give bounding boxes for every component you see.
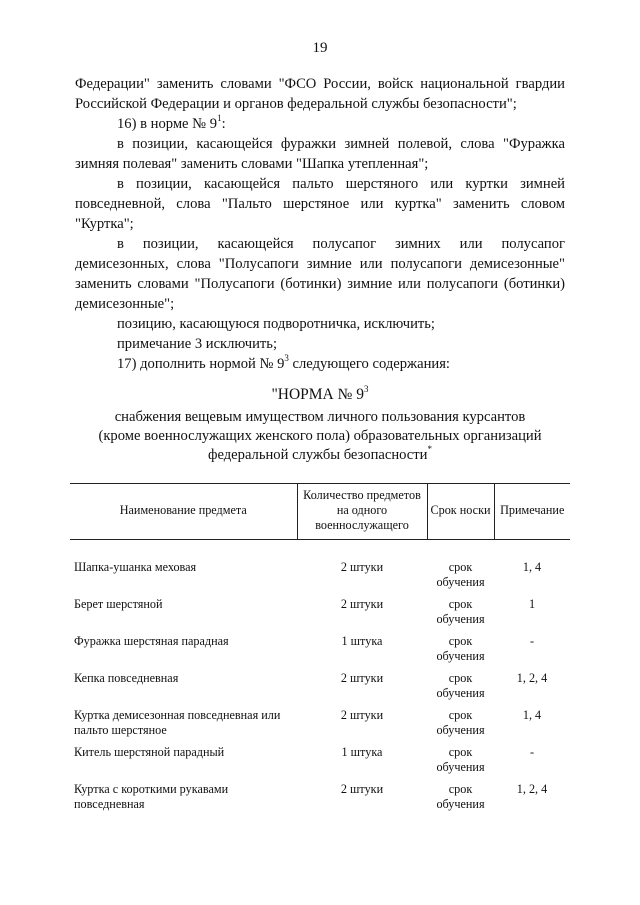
- item-name: Куртка демисезонная повседневная или пальто шерстяное: [74, 708, 281, 737]
- paragraph: позицию, касающуюся подворотничка, исключить;: [117, 316, 435, 332]
- paragraph: в позиции, касающейся полусапог зимних или полусапог демисезонных, слова "Полусапоги зимние или полусапоги демисезонные" заменить словами "Полусапоги (ботинки) зимние или полусапоги (ботинки) демисезонные";: [75, 236, 565, 312]
- amendment-text: [75, 74, 565, 374]
- item-quantity: 2 штуки: [340, 782, 384, 796]
- item-quantity: 1 штука: [341, 634, 383, 648]
- table-row: [70, 701, 570, 738]
- header-name: Наименование предмета: [70, 484, 297, 540]
- item-name: Китель шерстяной парадный: [74, 745, 225, 759]
- page-number: 19: [312, 40, 328, 56]
- table-header-row: [70, 484, 570, 540]
- item-note: -: [529, 634, 535, 648]
- norm-table: [70, 483, 570, 812]
- item-term: срок обучения: [436, 560, 485, 589]
- header-quantity: Количество предметов на одного военнослужащего: [297, 484, 427, 540]
- item-term: срок обучения: [436, 708, 485, 737]
- norm-title: "НОРМА № $9^3$: [271, 383, 369, 403]
- item-term: срок обучения: [436, 597, 485, 626]
- item-quantity: 2 штуки: [340, 671, 384, 685]
- item-term: срок обучения: [436, 634, 485, 663]
- norm-subtitle: снабжения вещевым имуществом личного пользования курсантов (кроме военнослужащих женского пола) образовательных организаций федеральной службы безопасности*: [98, 409, 542, 463]
- item-note: -: [529, 745, 535, 759]
- table-row: [70, 627, 570, 664]
- paragraph: в позиции, касающейся пальто шерстяного или куртки зимней повседневной, слова "Пальто шерстяное или куртка" заменить словом "Куртка";: [75, 176, 565, 232]
- item-note: 1, 2, 4: [516, 782, 548, 796]
- item-note: 1, 2, 4: [516, 671, 548, 685]
- item-name: Куртка с короткими рукавами повседневная: [74, 782, 229, 811]
- table-row: [70, 738, 570, 775]
- item-quantity: 2 штуки: [340, 597, 384, 611]
- item-name: Кепка повседневная: [74, 671, 179, 685]
- item-note: 1: [528, 597, 536, 611]
- table-row: [70, 775, 570, 812]
- item-quantity: 2 штуки: [340, 708, 384, 722]
- item-note: 1, 4: [522, 708, 542, 722]
- item-quantity: 2 штуки: [340, 560, 384, 574]
- table-row: [70, 590, 570, 627]
- header-term: Срок носки: [427, 484, 494, 540]
- item-name: Берет шерстяной: [74, 597, 163, 611]
- paragraph: 16) в норме № $9^1$:: [117, 113, 226, 132]
- table-row: [70, 664, 570, 701]
- paragraph: в позиции, касающейся фуражки зимней полевой, слова "Фуражка зимняя полевая" заменить словами "Шапка утепленная";: [75, 136, 565, 172]
- item-note: 1, 4: [522, 560, 542, 574]
- item-term: срок обучения: [436, 782, 485, 811]
- header-note: Примечание: [494, 484, 570, 540]
- item-quantity: 1 штука: [341, 745, 383, 759]
- item-name: Шапка-ушанка меховая: [74, 560, 197, 574]
- paragraph: Федерации" заменить словами "ФСО России, войск национальной гвардии Российской Федерации и органов федеральной службы безопасности";: [75, 76, 565, 112]
- table-row: [70, 540, 570, 591]
- paragraph: примечание 3 исключить;: [117, 336, 278, 352]
- item-name: Фуражка шерстяная парадная: [74, 634, 229, 648]
- item-term: срок обучения: [436, 671, 485, 700]
- item-term: срок обучения: [436, 745, 485, 774]
- paragraph: 17) дополнить нормой № $9^3$ следующего содержания:: [117, 353, 450, 372]
